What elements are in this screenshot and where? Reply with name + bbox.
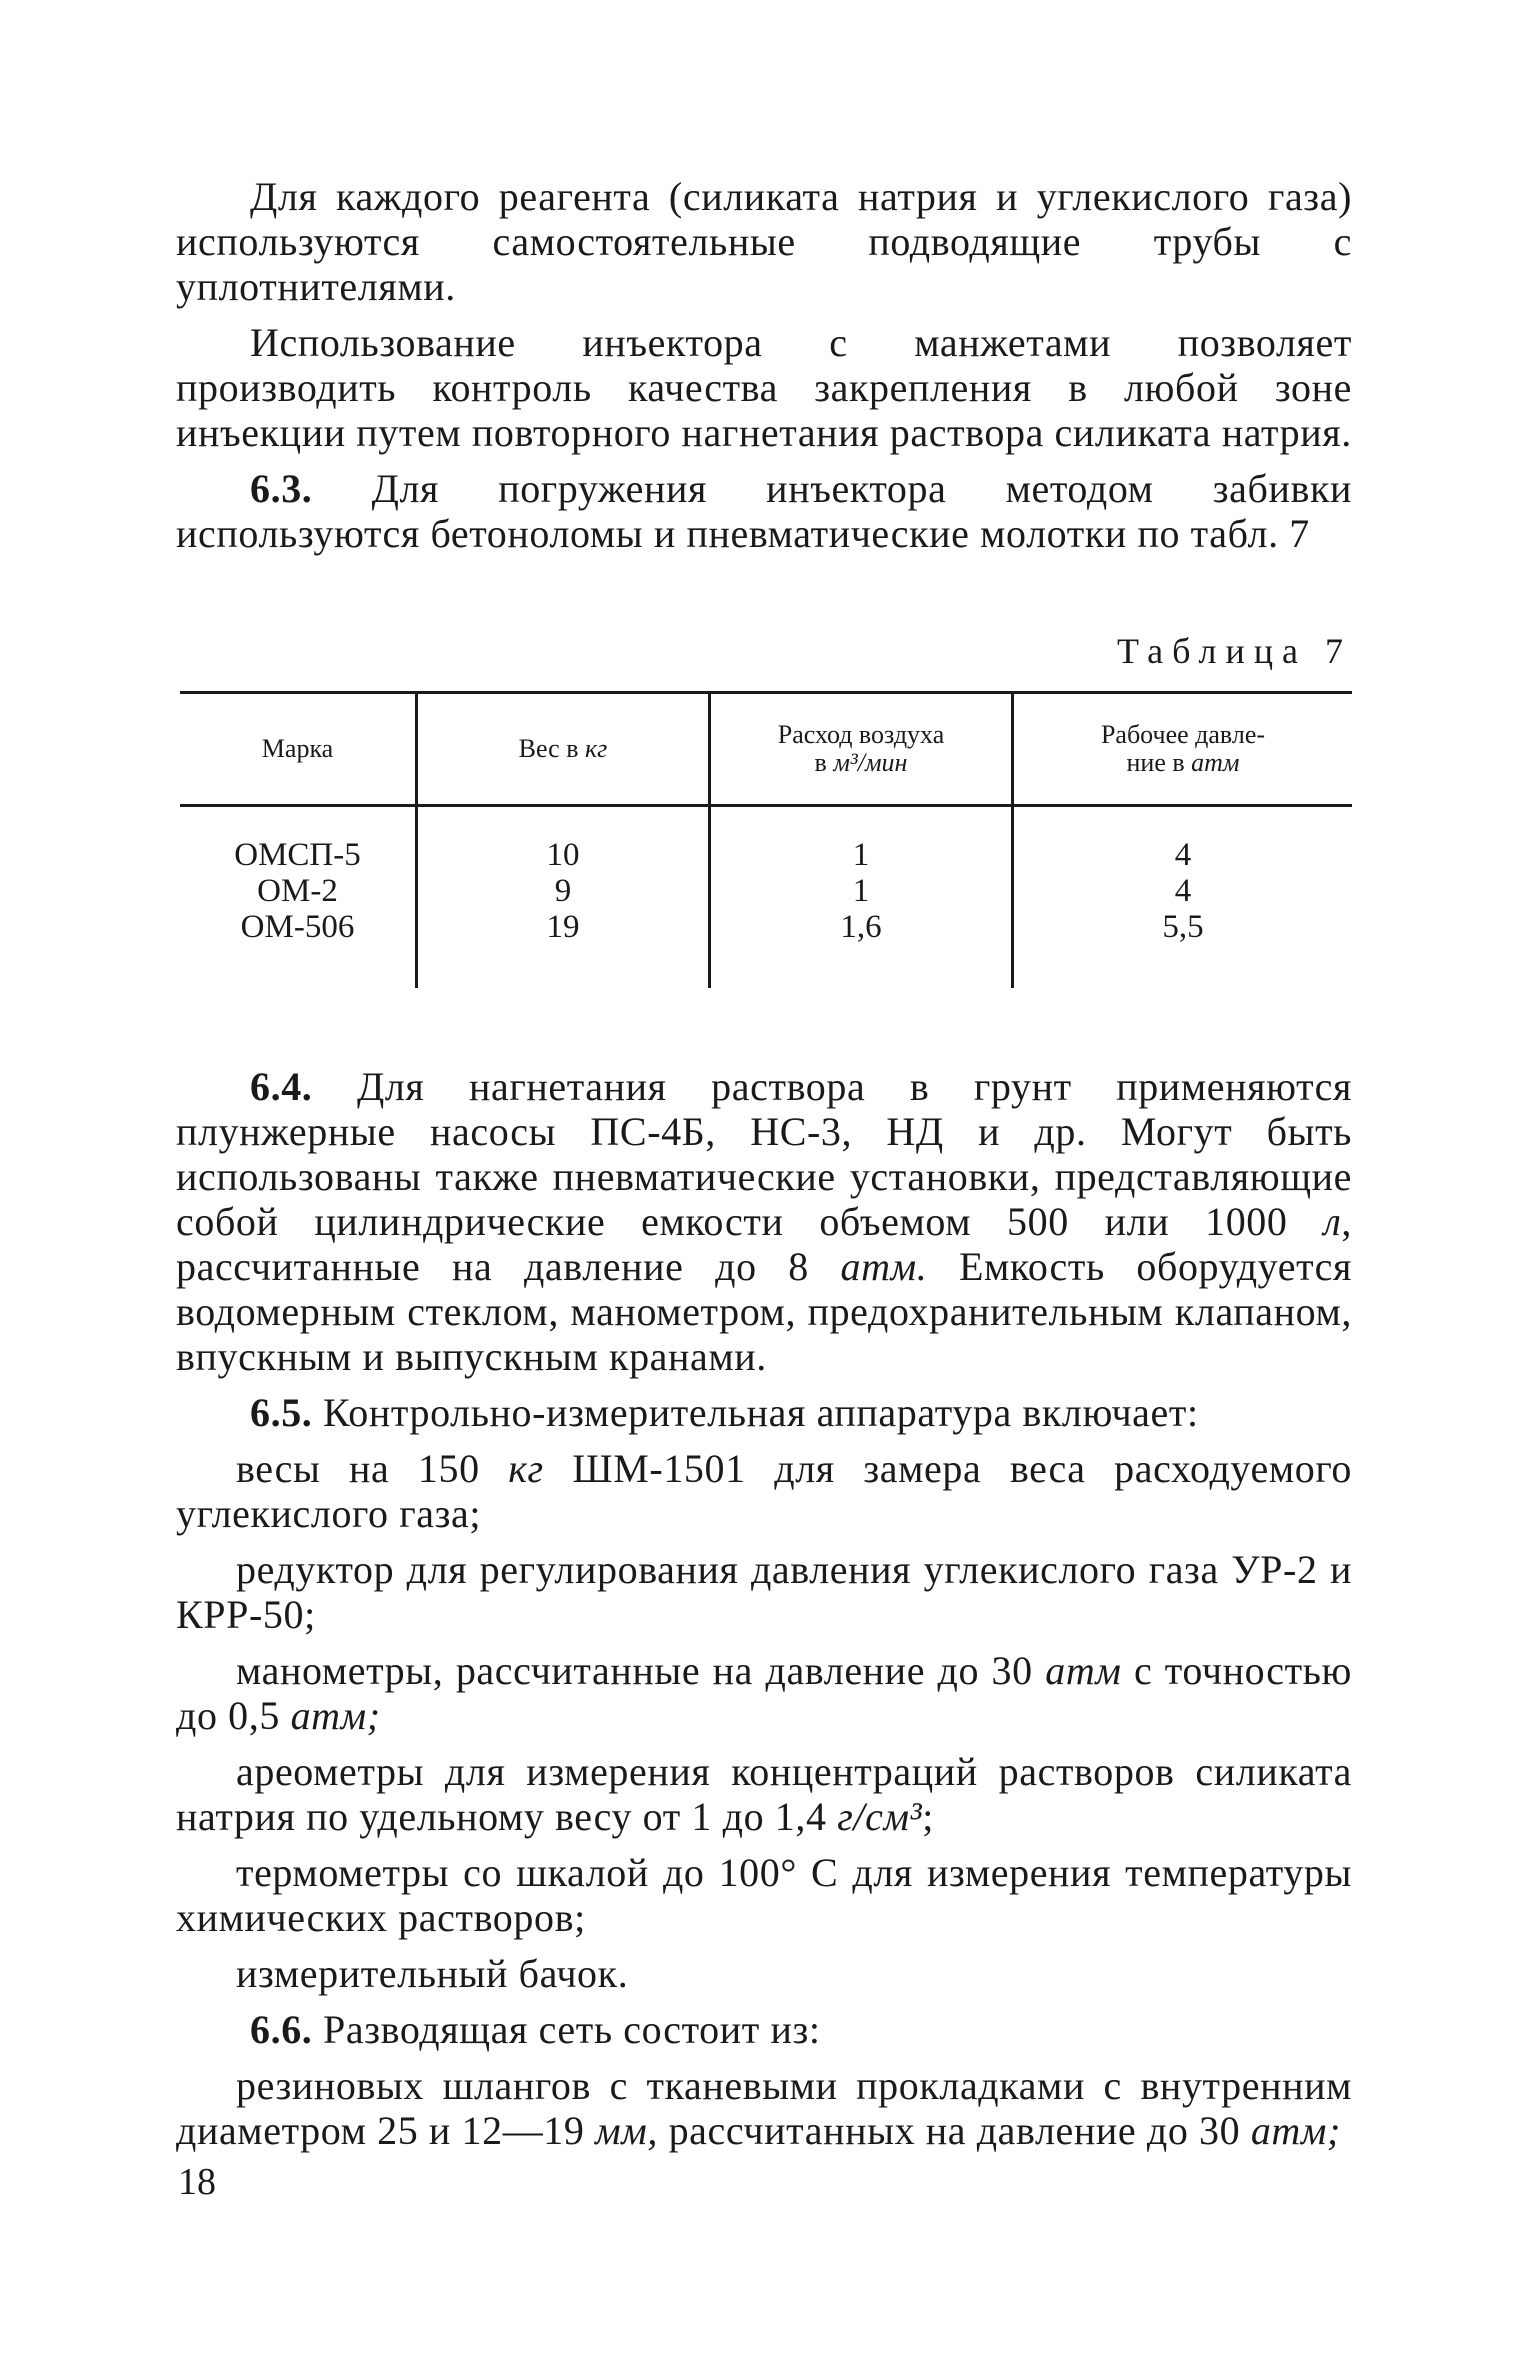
mark: ОМ-2: [257, 873, 338, 909]
table-row: [180, 806, 1352, 989]
page-number: 18: [178, 2161, 216, 2203]
header-mark: Марка: [180, 693, 417, 806]
hammer-spec-table: [180, 691, 1352, 988]
section-number: 6.6.: [250, 2007, 313, 2052]
paragraph-6-5: 6.5. Контрольно-измерительная аппаратура включает:: [250, 1390, 1199, 1435]
list-item: ареометры для измерения концентраций растворов силиката натрия по удельному весу от 1 до 1,4 г/см³;: [176, 1749, 1352, 1839]
paragraph: [176, 320, 1352, 455]
air-flow: 1,6: [840, 909, 882, 945]
list-item: измерительный бачок.: [236, 1951, 629, 1996]
paragraph-6-3: [176, 466, 1352, 556]
mark: ОМ-506: [240, 909, 355, 945]
pressure: 4: [1174, 873, 1192, 909]
list-item: резиновых шлангов с тканевыми прокладками с внутренним диаметром 25 и 12—19 мм, рассчитанных на давление до 30 атм;: [176, 2063, 1352, 2153]
paragraph-6-4: 6.4. Для нагнетания раствора в грунт применяются плунжерные насосы ПС-4Б, НС-3, НД и др. Могут быть использованы также пневматические установки, представляющие собой цилиндрические емкости объемом 500 или 1000 л, рассчитанные на давление до 8 атм. Емкость оборудуется водомерным стеклом, манометром, предохранительным клапаном, впускным и выпускным кранами.: [176, 1064, 1353, 1379]
list-item: редуктор для регулирования давления углекислого газа УР-2 и КРР-50;: [176, 1547, 1352, 1637]
cell-pressures: [1013, 806, 1353, 989]
text-block-bottom: [176, 1064, 1352, 2164]
air-flow: 1: [852, 873, 870, 909]
header-weight: Вес в кг: [417, 693, 710, 806]
header-air-flow: Расход воздуха в м³/мин: [710, 693, 1013, 806]
weight: 10: [546, 837, 580, 873]
weight: 19: [546, 909, 580, 945]
cell-air-flows: [710, 806, 1013, 989]
table-title: Таблица 7: [1117, 631, 1352, 671]
list-item: манометры, рассчитанные на давление до 30 атм с точностью до 0,5 атм;: [176, 1648, 1352, 1738]
table-header-row: [180, 693, 1352, 806]
mark: ОМСП-5: [234, 837, 361, 873]
section-number: 6.5.: [250, 1390, 313, 1435]
air-flow: 1: [852, 837, 870, 873]
paragraph-text: Для погружения инъектора методом забивки используются бетоноломы и пневматические молотки по табл. 7: [176, 466, 1352, 556]
pressure: 5,5: [1162, 909, 1204, 945]
paragraph-6-6: 6.6. Разводящая сеть состоит из:: [250, 2007, 821, 2052]
header-pressure: Рабочее давле- ние в атм: [1013, 693, 1353, 806]
cell-marks: [180, 806, 417, 989]
paragraph: [176, 174, 1352, 309]
pressure: 4: [1174, 837, 1192, 873]
cell-weights: [417, 806, 710, 989]
list-item: весы на 150 кг ШМ-1501 для замера веса расходуемого углекислого газа;: [176, 1446, 1352, 1536]
section-number: 6.4.: [250, 1064, 313, 1109]
list-item: термометры со шкалой до 100° С для измерения температуры химических растворов;: [176, 1850, 1352, 1940]
section-number: 6.3.: [250, 466, 313, 511]
text-block-top: [176, 174, 1352, 567]
weight: 9: [554, 873, 572, 909]
paragraph-text: Использование инъектора с манжетами позволяет производить контроль качества закрепления в любой зоне инъекции путем повторного нагнетания раствора силиката натрия.: [176, 320, 1352, 455]
paragraph-text: Для каждого реагента (силиката натрия и углекислого газа) используются самостоятельные подводящие трубы с уплотнителями.: [176, 174, 1352, 309]
